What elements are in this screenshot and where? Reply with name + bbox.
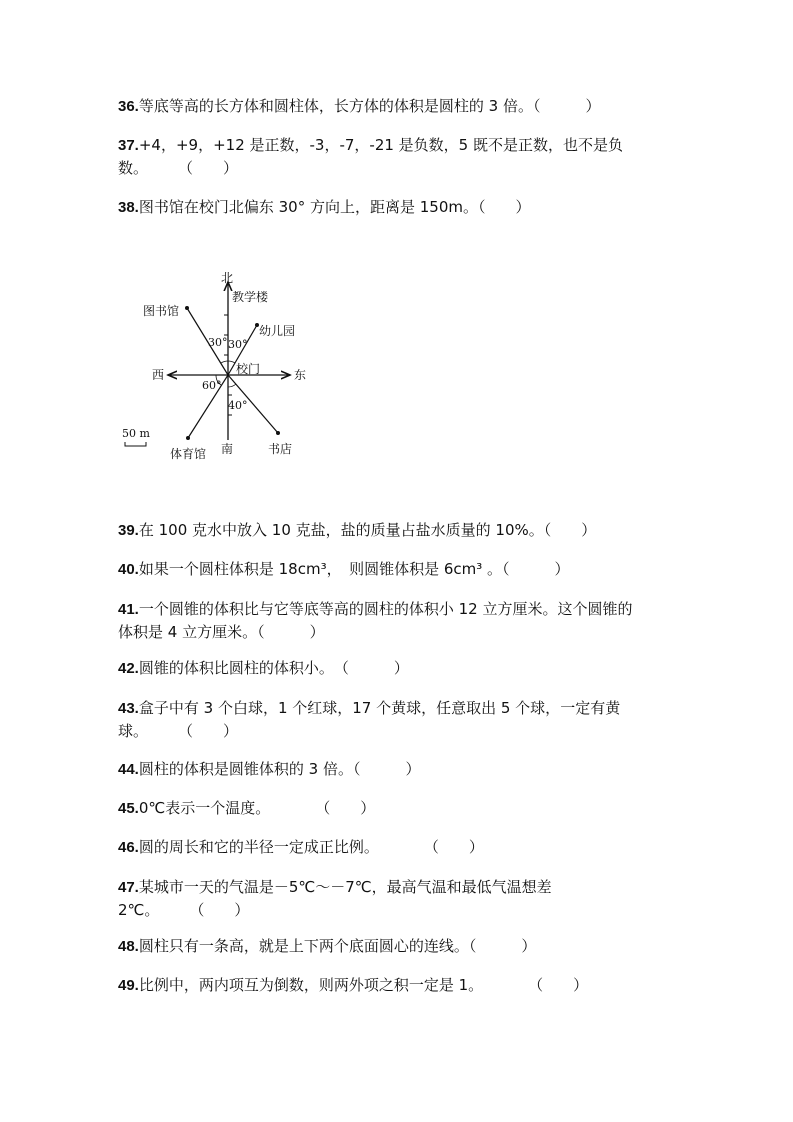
question-text-continued: 2℃。 （ ）	[118, 901, 250, 919]
question-text: 如果一个圆柱体积是 18cm³， 则圆锥体积是 6cm³ 。（ ）	[138, 560, 570, 578]
question-text: 圆锥的体积比圆柱的体积小。 （ ）	[138, 659, 409, 677]
teaching-building-label: 教学楼	[232, 290, 269, 304]
bookstore-point	[276, 431, 280, 435]
library-label: 图书馆	[143, 304, 180, 318]
question-37	[118, 134, 678, 179]
question-number: 41.	[118, 601, 139, 618]
question-text: 圆柱只有一条高，就是上下两个底面圆心的连线。（ ）	[138, 937, 537, 955]
direction-diagram	[118, 268, 318, 468]
question-number: 48.	[118, 938, 139, 955]
question-text: +4，+9，+12 是正数，-3，-7，-21 是负数，5 既不是正数，也不是负	[138, 136, 623, 154]
question-number: 39.	[118, 522, 139, 539]
question-text-continued: 体积是 4 立方厘米。（ ）	[118, 623, 325, 641]
school-gate-label: 校门	[236, 362, 261, 376]
question-text: 比例中，两内项互为倒数，则两外项之积一定是 1。 （ ）	[138, 976, 589, 994]
question-text: 图书馆在校门北偏东 30° 方向上，距离是 150m。（ ）	[138, 198, 531, 216]
question-number: 45.	[118, 800, 139, 817]
question-number: 43.	[118, 700, 139, 717]
angle-library-label: 30°	[208, 336, 228, 349]
question-41	[118, 598, 678, 643]
question-number: 49.	[118, 977, 139, 994]
question-46	[118, 836, 678, 859]
question-45	[118, 797, 678, 820]
question-text: 某城市一天的气温是－5℃～－7℃，最高气温和最低气温想差	[138, 878, 552, 896]
question-43	[118, 697, 678, 742]
kindergarten-label: 幼儿园	[259, 324, 296, 338]
angle-kindergarten-label: 30°	[228, 338, 248, 351]
question-text: 在 100 克水中放入 10 克盐，盐的质量占盐水质量的 10%。（ ）	[138, 521, 597, 539]
question-42	[118, 657, 678, 680]
question-number: 36.	[118, 98, 139, 115]
north-label: 北	[221, 271, 234, 285]
question-number: 42.	[118, 660, 139, 677]
gym-point	[186, 436, 190, 440]
south-label: 南	[221, 442, 234, 456]
question-44	[118, 758, 678, 781]
gym-label: 体育馆	[170, 447, 207, 461]
question-number: 46.	[118, 839, 139, 856]
question-40	[118, 558, 678, 581]
question-38	[118, 196, 678, 219]
question-text: 圆柱的体积是圆锥体积的 3 倍。（ ）	[138, 760, 421, 778]
angle-bookstore-label: 40°	[228, 399, 248, 412]
scale-label: 50 m	[122, 427, 150, 440]
east-label: 东	[294, 368, 307, 382]
west-label: 西	[152, 368, 165, 382]
question-39	[118, 519, 678, 542]
question-47	[118, 876, 678, 921]
question-number: 38.	[118, 199, 139, 216]
question-number: 47.	[118, 879, 139, 896]
library-point	[185, 306, 189, 310]
question-number: 37.	[118, 137, 139, 154]
question-number: 40.	[118, 561, 139, 578]
question-36	[118, 95, 678, 118]
question-text: 等底等高的长方体和圆柱体，长方体的体积是圆柱的 3 倍。（ ）	[138, 97, 601, 115]
question-48	[118, 935, 678, 958]
question-text-continued: 球。 （ ）	[118, 722, 239, 740]
question-49	[118, 974, 678, 997]
question-number: 44.	[118, 761, 139, 778]
question-text: 0℃表示一个温度。 （ ）	[138, 799, 376, 817]
angle-gym-label: 60°	[202, 379, 222, 392]
question-text: 盒子中有 3 个白球，1 个红球，17 个黄球，任意取出 5 个球，一定有黄	[138, 699, 621, 717]
question-text: 一个圆锥的体积比与它等底等高的圆柱的体积小 12 立方厘米。这个圆锥的	[138, 600, 633, 618]
question-text: 圆的周长和它的半径一定成正比例。 （ ）	[138, 838, 484, 856]
scale-bar	[125, 442, 146, 446]
bookstore-label: 书店	[268, 442, 293, 456]
question-text-continued: 数。 （ ）	[118, 159, 239, 177]
